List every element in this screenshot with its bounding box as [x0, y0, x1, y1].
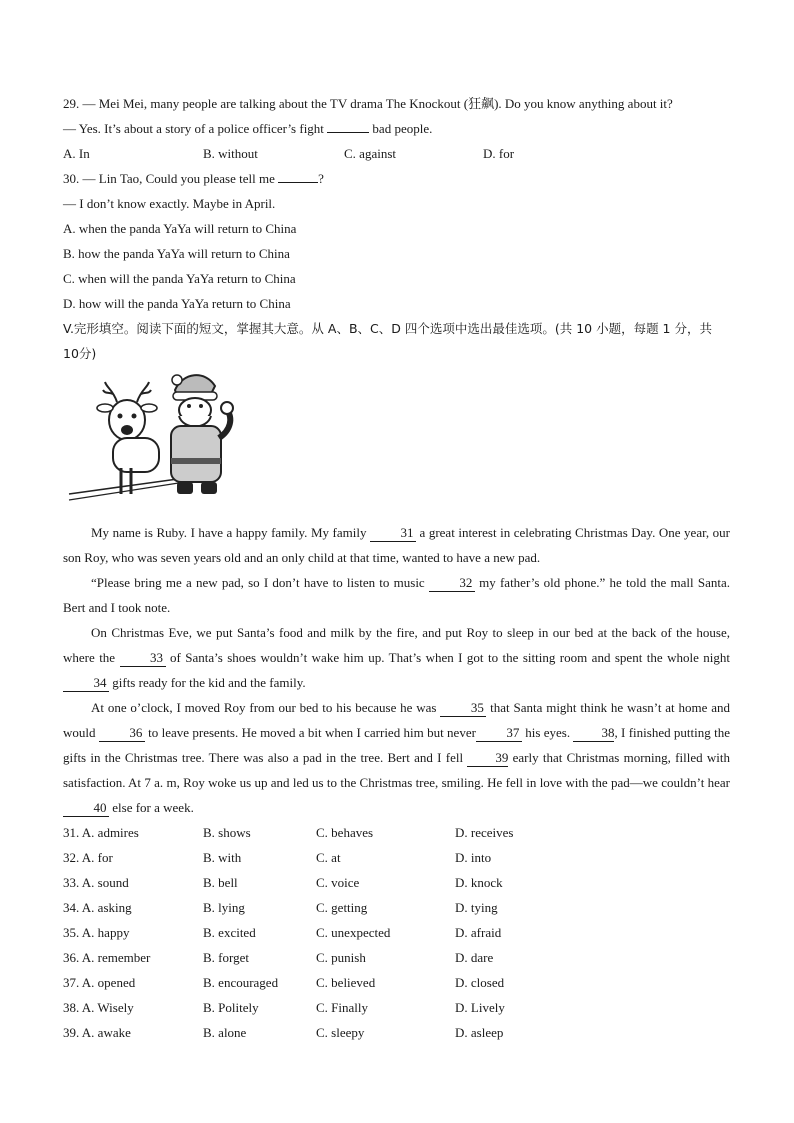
choice-option: C. voice	[316, 875, 360, 890]
passage-text: that Santa might think he wasn’t at home and would	[63, 700, 730, 740]
passage-text: my father’s old phone.” he told the mall Santa. Bert and I took note.	[63, 575, 730, 615]
section-5-heading: V.完形填空。阅读下面的短文，掌握其大意。从 A、B、C、D 四个选项中选出最佳选项。(共 10 小题，每题 1 分，共 10分)	[63, 321, 712, 361]
choice-option: B. alone	[203, 1025, 247, 1040]
question-29-option-d: D. for	[483, 146, 515, 161]
question-29-text-a: — Yes. It’s about a story of a police officer’s fight	[63, 121, 328, 136]
choice-option: B. bell	[203, 875, 238, 890]
choice-option: 37. A. opened	[63, 975, 136, 990]
question-29-option-c: C. against	[344, 146, 396, 161]
passage-text: At one o’clock, I moved Roy from our bed to his because he was	[91, 700, 441, 715]
choice-option: C. sleepy	[316, 1025, 365, 1040]
choice-option: 36. A. remember	[63, 950, 151, 965]
question-29-options	[63, 141, 730, 166]
choice-option: C. believed	[316, 975, 376, 990]
choice-option: D. closed	[455, 975, 505, 990]
choice-option: 39. A. awake	[63, 1025, 131, 1040]
blank-40: 40	[63, 800, 109, 817]
choice-option: C. punish	[316, 950, 366, 965]
question-30-option-d: D. how will the panda YaYa return to China	[63, 296, 291, 311]
choice-option: D. asleep	[455, 1025, 504, 1040]
question-29-option-b: B. without	[203, 146, 258, 161]
choice-option: B. shows	[203, 825, 251, 840]
choice-option: C. unexpected	[316, 925, 391, 940]
exam-page	[63, 91, 730, 1045]
question-29-blank	[327, 132, 369, 133]
blank-36: 36	[99, 725, 145, 742]
question-30-blank	[278, 182, 318, 183]
question-29-answer-line	[63, 116, 730, 141]
choice-option: D. knock	[455, 875, 503, 890]
passage-paragraph-4	[63, 695, 730, 820]
choice-row-33	[63, 870, 730, 895]
question-30-option-a: A. when the panda YaYa will return to China	[63, 221, 297, 236]
choice-option: C. behaves	[316, 825, 374, 840]
passage-text: On Christmas Eve, we put Santa’s food and milk by the fire, and put Roy to sleep in our bed at the back of the house, where the	[63, 625, 730, 665]
choice-option: 34. A. asking	[63, 900, 132, 915]
choice-row-39	[63, 1020, 730, 1045]
question-30-reply: — I don’t know exactly. Maybe in April.	[63, 196, 276, 211]
question-30-prompt	[63, 166, 730, 191]
passage-text: else for a week.	[109, 800, 194, 815]
question-30-text-a: 30. — Lin Tao, Could you please tell me	[63, 171, 279, 186]
choice-option: D. Lively	[455, 1000, 505, 1015]
passage-text: early that Christmas morning, filled with satisfaction. At 7 a. m, Roy woke us up and led us to the Christmas tree, smiling. He fell in love with the pad—we couldn’t hear	[63, 750, 730, 790]
passage-paragraph-3	[63, 620, 730, 695]
choice-option: C. Finally	[316, 1000, 369, 1015]
choice-row-31	[63, 820, 730, 845]
choice-row-35	[63, 920, 730, 945]
blank-34: 34	[63, 675, 109, 692]
choice-row-36	[63, 945, 730, 970]
passage-text: , I finished putting the gifts in the Christmas tree. There was also a pad in the tree. Bert and I fell	[63, 725, 730, 765]
blank-37: 37	[476, 725, 522, 742]
question-30-option-c: C. when will the panda YaYa return to China	[63, 271, 296, 286]
choice-option: B. with	[203, 850, 242, 865]
blank-31: 31	[370, 525, 416, 542]
choice-row-32	[63, 845, 730, 870]
blank-32: 32	[429, 575, 475, 592]
cloze-choices	[63, 820, 730, 1045]
choice-option: B. excited	[203, 925, 256, 940]
question-29-option-a: A. In	[63, 146, 90, 161]
choice-option: D. receives	[455, 825, 514, 840]
passage-text: to leave presents. He moved a bit when I carried him but never	[144, 725, 476, 740]
choice-row-34	[63, 895, 730, 920]
passage-text: a great interest in celebrating Christmas Day. One year, our son Roy, who was seven years old and an only child at that time, wanted to have a new pad.	[63, 525, 731, 565]
choice-option: B. forget	[203, 950, 249, 965]
choice-option: 35. A. happy	[63, 925, 130, 940]
passage-text: My name is Ruby. I have a happy family. My family	[91, 525, 370, 540]
choice-option: D. tying	[455, 900, 498, 915]
choice-option: B. Politely	[203, 1000, 259, 1015]
question-30-text-b: ?	[318, 171, 324, 186]
choice-option: 38. A. Wisely	[63, 1000, 134, 1015]
question-30-option-b: B. how the panda YaYa will return to China	[63, 246, 290, 261]
choice-option: C. getting	[316, 900, 368, 915]
choice-option: 32. A. for	[63, 850, 113, 865]
blank-38: 38	[573, 725, 614, 742]
santa-reindeer-illustration	[65, 368, 235, 508]
choice-option: D. dare	[455, 950, 494, 965]
passage-paragraph-2	[63, 570, 730, 620]
blank-39: 39	[467, 750, 508, 767]
choice-option: D. into	[455, 850, 492, 865]
choice-option: 31. A. admires	[63, 825, 139, 840]
blank-33: 33	[120, 650, 166, 667]
passage-paragraph-1	[63, 520, 730, 570]
blank-35: 35	[440, 700, 486, 717]
choice-row-38	[63, 995, 730, 1020]
passage-text: of Santa’s shoes wouldn’t wake him up. That’s when I got to the sitting room and spent the whole night	[165, 650, 731, 665]
passage-text: gifts ready for the kid and the family.	[109, 675, 306, 690]
passage-text: his eyes.	[521, 725, 574, 740]
choice-option: C. at	[316, 850, 341, 865]
choice-option: 33. A. sound	[63, 875, 129, 890]
question-29-text-b: bad people.	[369, 121, 433, 136]
passage-text: “Please bring me a new pad, so I don’t have to listen to music	[91, 575, 429, 590]
choice-option: B. lying	[203, 900, 245, 915]
question-29-prompt: 29. — Mei Mei, many people are talking about the TV drama The Knockout (狂飙). Do you know anything about it?	[63, 96, 673, 111]
choice-option: B. encouraged	[203, 975, 279, 990]
choice-row-37	[63, 970, 730, 995]
choice-option: D. afraid	[455, 925, 502, 940]
